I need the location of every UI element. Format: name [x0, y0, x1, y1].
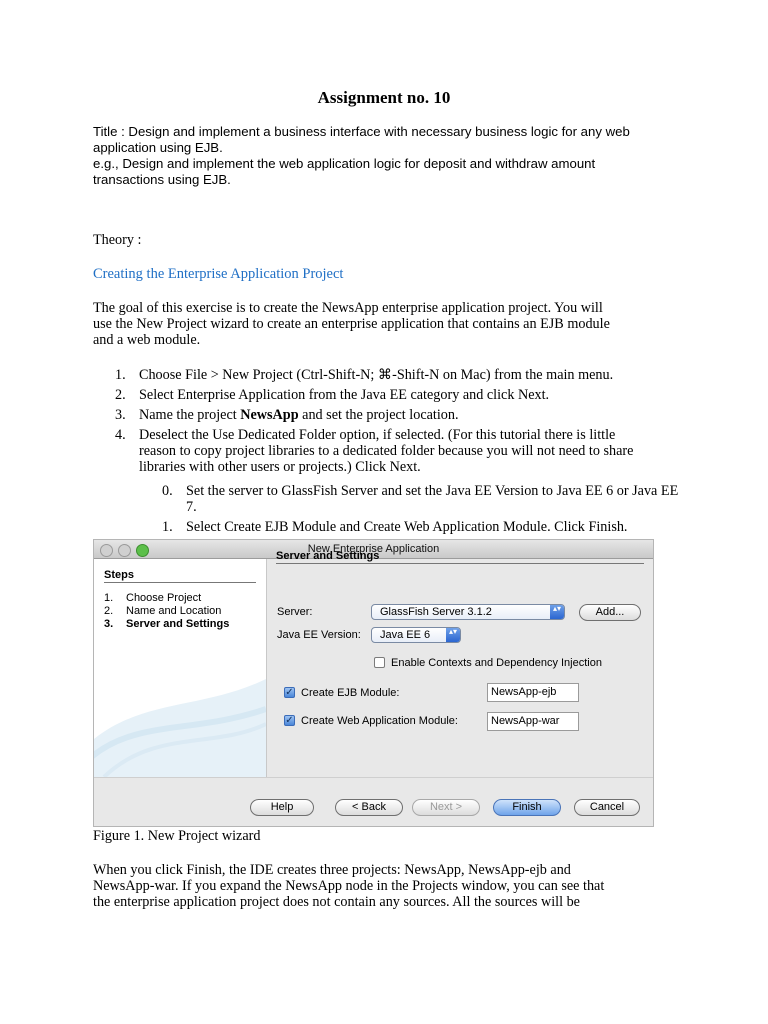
javaee-version-value: Java EE 6 — [380, 629, 431, 641]
create-ejb-label: Create EJB Module: — [301, 687, 400, 699]
steps-pane — [94, 559, 267, 777]
create-web-checkbox[interactable]: ✓ — [285, 715, 294, 726]
add-server-button[interactable]: Add... — [579, 604, 641, 621]
substep-text: Select Create EJB Module and Create Web Application Module. Click Finish. — [186, 519, 628, 535]
button-bar-divider — [94, 777, 653, 778]
substep-number: 0. — [162, 483, 173, 499]
step-label: Choose Project — [126, 592, 202, 604]
list-text: Name the project — [139, 407, 241, 423]
cdi-label: Enable Contexts and Dependency Injection — [391, 657, 602, 669]
theory-label: Theory : — [93, 232, 142, 248]
javaee-version-select[interactable] — [371, 627, 461, 643]
intro-line: The goal of this exercise is to create the NewsApp enterprise application project. You will — [93, 300, 603, 316]
step-number: 2. — [104, 605, 114, 617]
wizard-step-current — [104, 618, 229, 631]
example-line: transactions using EJB. — [93, 172, 231, 187]
list-item — [93, 427, 655, 475]
server-select[interactable] — [371, 604, 565, 620]
wizard-steps — [104, 592, 229, 631]
list-item — [93, 407, 683, 423]
list-text: and set the project location. — [298, 407, 459, 423]
step-label: Server and Settings — [126, 618, 230, 630]
wizard-step — [104, 592, 229, 605]
project-name: NewsApp — [240, 407, 299, 423]
cdi-checkbox[interactable] — [374, 657, 385, 668]
assignment-title — [93, 124, 630, 188]
window-title: New Enterprise Application — [307, 543, 440, 555]
intro-paragraph — [93, 300, 693, 348]
list-item — [93, 367, 683, 383]
substep-text: Set the server to GlassFish Server and set the Java EE Version to Java EE 6 or Java EE 7. — [186, 483, 679, 515]
list-text: Select Enterprise Application from the Java EE category and click Next. — [139, 387, 550, 403]
step-number: 3. — [104, 618, 114, 630]
example-line: e.g., Design and implement the web application logic for deposit and withdraw amount — [93, 156, 596, 171]
panel-heading: Server and Settings — [276, 550, 644, 564]
finish-button[interactable]: Finish — [493, 799, 561, 816]
outro-line: NewsApp-war. If you expand the NewsApp node in the Projects window, you can see that — [93, 878, 605, 894]
step-number: 1. — [104, 592, 114, 604]
new-enterprise-application-dialog — [93, 539, 654, 827]
title-line: Title : Design and implement a business interface with necessary business logic for any web — [93, 124, 630, 139]
page-title: Assignment no. 10 — [317, 88, 451, 107]
server-value: GlassFish Server 3.1.2 — [380, 606, 492, 618]
javaee-version-label: Java EE Version: — [277, 629, 361, 641]
title-line: application using EJB. — [93, 140, 223, 155]
outro-line: When you click Finish, the IDE creates three projects: NewsApp, NewsApp-ejb and — [93, 862, 571, 878]
list-number: 2. — [115, 387, 126, 403]
section-heading: Creating the Enterprise Application Project — [93, 266, 344, 282]
list-text: Choose File > New Project (Ctrl-Shift-N; ⌘-Shift-N on Mac) from the main menu. — [139, 367, 614, 383]
popup-arrows-icon: ▴▾ — [446, 628, 460, 642]
list-number: 4. — [115, 427, 126, 443]
ejb-module-name-field[interactable]: NewsApp-ejb — [487, 683, 579, 702]
steps-list — [93, 367, 683, 479]
help-button[interactable]: Help — [250, 799, 314, 816]
intro-line: and a web module. — [93, 332, 201, 348]
steps-heading: Steps — [104, 569, 256, 583]
step-label: Name and Location — [126, 605, 222, 617]
list-number: 1. — [115, 367, 126, 383]
list-item — [93, 387, 683, 403]
substep-number: 1. — [162, 519, 173, 535]
outro-line: the enterprise application project does not contain any sources. All the sources will be — [93, 894, 580, 910]
back-button[interactable]: < Back — [335, 799, 403, 816]
list-number: 3. — [115, 407, 126, 423]
list-text: Deselect the Use Dedicated Folder option, if selected. (For this tutorial there is little reason to copy project libraries to a dedicated folder because you will not need to share libraries with other users or projects.) Click Next. — [139, 427, 634, 475]
web-module-name-field[interactable]: NewsApp-war — [487, 712, 579, 731]
next-button[interactable]: Next > — [412, 799, 480, 816]
figure-caption: Figure 1. New Project wizard — [93, 828, 261, 844]
create-web-label: Create Web Application Module: — [301, 715, 458, 727]
popup-arrows-icon: ▴▾ — [550, 605, 564, 619]
cancel-button[interactable]: Cancel — [574, 799, 640, 816]
wizard-step — [104, 605, 229, 618]
server-label: Server: — [277, 606, 313, 618]
create-ejb-checkbox[interactable]: ✓ — [285, 687, 294, 698]
intro-line: use the New Project wizard to create an enterprise application that contains an EJB module — [93, 316, 610, 332]
outro-paragraph — [93, 862, 693, 910]
